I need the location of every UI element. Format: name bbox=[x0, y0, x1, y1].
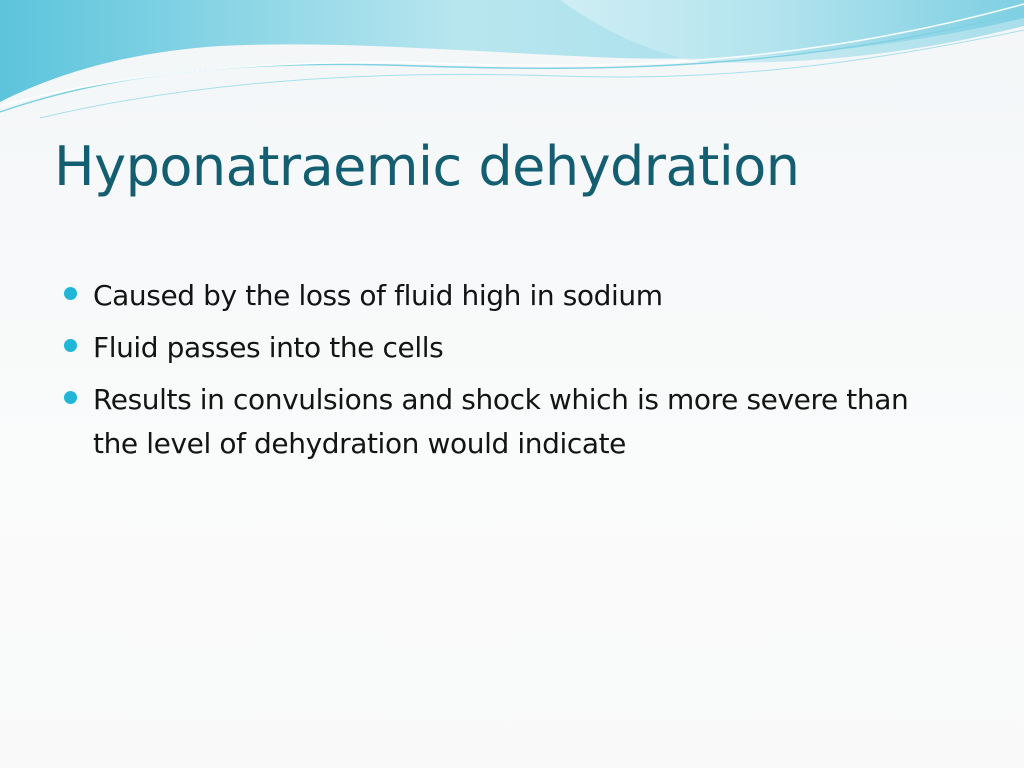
bullet-marker-icon bbox=[64, 339, 77, 352]
bullet-text: Caused by the loss of fluid high in sodium bbox=[93, 279, 663, 312]
header-wave-decoration bbox=[0, 0, 1024, 130]
slide-title: Hyponatraemic dehydration bbox=[54, 135, 800, 198]
bullet-text: Fluid passes into the cells bbox=[93, 331, 444, 364]
bullet-item bbox=[60, 326, 940, 370]
bullet-item bbox=[60, 274, 940, 318]
bullet-list bbox=[60, 274, 940, 474]
bullet-marker-icon bbox=[64, 287, 77, 300]
bullet-item bbox=[60, 378, 940, 466]
bullet-text: Results in convulsions and shock which is more severe than the level of dehydration would indicate bbox=[93, 383, 909, 460]
bullet-marker-icon bbox=[64, 391, 77, 404]
